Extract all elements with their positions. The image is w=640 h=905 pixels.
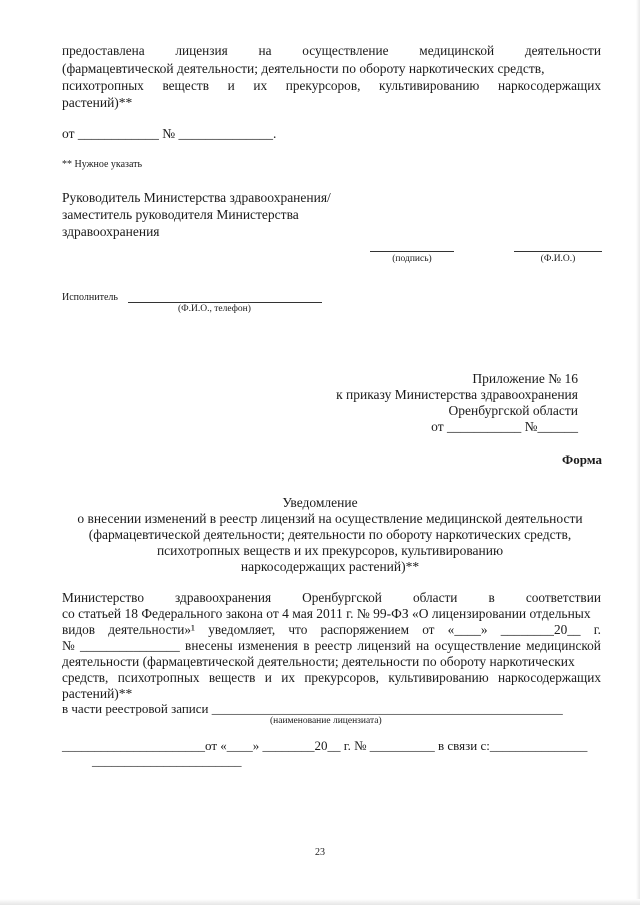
- page-number: 23: [315, 847, 325, 858]
- justified-word: культивированию: [388, 670, 489, 685]
- appendix-line-4: от ___________ №______: [431, 419, 578, 434]
- justified-word: средств,: [62, 670, 109, 685]
- justified-word: на: [258, 43, 272, 58]
- justified-word: наркосодержащих: [497, 670, 601, 685]
- appendix-line-3: Оренбургской области: [448, 403, 578, 418]
- justified-word: изменения: [238, 638, 298, 653]
- notice-line-3: психотропных веществ и их прекурсоров, культивированию: [156, 543, 504, 558]
- notice-title: Уведомление: [282, 495, 358, 510]
- notice-line-4: наркосодержащих растений)**: [240, 559, 420, 574]
- justified-word: ________20__: [500, 622, 581, 637]
- top-line-1: [62, 43, 601, 59]
- justified-word: внесены: [185, 638, 233, 653]
- justified-word: что: [288, 622, 308, 637]
- signature-label: (подпись): [392, 254, 432, 264]
- justified-word: Министерство: [62, 590, 144, 605]
- justified-word: психотропных: [117, 670, 200, 685]
- justified-word: осуществление: [434, 638, 521, 653]
- justified-word: их: [281, 670, 295, 685]
- justified-word: распоряжением: [320, 622, 409, 637]
- form-label: Форма: [562, 452, 602, 467]
- licensee-sub-label: (наименование лицензиата): [270, 716, 382, 726]
- justified-word: предоставлена: [62, 43, 145, 58]
- executor-sub-label: (Ф.И.О., телефон): [178, 304, 251, 314]
- justified-word: в: [303, 638, 310, 653]
- date-line: от ____________ № ______________.: [62, 126, 277, 141]
- justified-word: веществ: [162, 78, 210, 93]
- executor-label: Исполнитель: [62, 292, 118, 303]
- justified-word: прекурсоров,: [304, 670, 379, 685]
- body-line-3: [62, 622, 601, 638]
- official-line-2: заместитель руководителя Министерства: [62, 207, 299, 222]
- justified-word: и: [227, 78, 235, 93]
- justified-word: реестр: [314, 638, 353, 653]
- top-line-2: (фармацевтической деятельности; деятельности по обороту наркотических средств,: [62, 61, 545, 76]
- top-line-4: растений)**: [62, 95, 133, 110]
- footnote: ** Нужное указать: [62, 159, 143, 170]
- justified-word: веществ: [208, 670, 256, 685]
- top-line-3: [62, 78, 601, 94]
- notice-line-1: о внесении изменений в реестр лицензий на осуществление медицинской деятельности: [77, 511, 583, 526]
- fio-line: [514, 251, 602, 252]
- page-bottom-shadow: [0, 899, 640, 905]
- justified-word: на: [416, 638, 430, 653]
- justified-word: уведомляет,: [208, 622, 276, 637]
- justified-word: медицинской: [526, 638, 601, 653]
- justified-word: «____»: [447, 622, 488, 637]
- official-line-1: Руководитель Министерства здравоохранения/: [62, 190, 331, 205]
- justified-word: осуществление: [302, 43, 389, 58]
- justified-word: _______________: [80, 638, 180, 653]
- fio-label: (Ф.И.О.): [540, 254, 576, 264]
- body-line-9: ______________________от «____» ________20__ г. № __________ в связи с:_______________: [62, 738, 588, 753]
- body-line-10: _______________________: [92, 753, 242, 768]
- justified-word: видов: [62, 622, 96, 637]
- body-line-5: деятельности (фармацевтической деятельности; деятельности по обороту наркотических: [62, 654, 575, 669]
- justified-word: деятельности: [524, 43, 601, 58]
- justified-word: прекурсоров,: [285, 78, 361, 93]
- executor-line: [128, 302, 322, 303]
- justified-word: наркосодержащих: [497, 78, 601, 93]
- justified-word: их: [253, 78, 268, 93]
- justified-word: соответствии: [525, 590, 601, 605]
- body-line-7: растений)**: [62, 686, 133, 701]
- body-line-6: [62, 670, 601, 686]
- body-line-1: [62, 590, 601, 606]
- appendix-line-2: к приказу Министерства здравоохранения: [336, 387, 578, 402]
- justified-word: деятельности»¹: [108, 622, 196, 637]
- body-line-8: в части реестровой записи ______________________________________________________: [62, 701, 563, 716]
- justified-word: психотропных: [62, 78, 144, 93]
- body-line-4: [62, 638, 601, 654]
- justified-word: №: [62, 638, 75, 653]
- page-edge-shadow: [636, 0, 640, 905]
- justified-word: лицензия: [175, 43, 228, 58]
- justified-word: г.: [593, 622, 601, 637]
- justified-word: области: [412, 590, 458, 605]
- justified-word: лицензий: [357, 638, 411, 653]
- appendix-line-1: Приложение № 16: [472, 371, 578, 386]
- official-line-3: здравоохранения: [62, 224, 160, 239]
- justified-word: и: [264, 670, 272, 685]
- justified-word: здравоохранения: [175, 590, 272, 605]
- notice-line-2: (фармацевтической деятельности; деятельности по обороту наркотических средств,: [88, 527, 572, 542]
- justified-word: в: [488, 590, 495, 605]
- body-line-2: со статьей 18 Федерального закона от 4 мая 2011 г. № 99-ФЗ «О лицензировании отдельных: [62, 606, 591, 621]
- justified-word: от: [422, 622, 435, 637]
- justified-word: Оренбургской: [302, 590, 382, 605]
- signature-line: [370, 251, 454, 252]
- justified-word: культивированию: [379, 78, 480, 93]
- justified-word: медицинской: [419, 43, 495, 58]
